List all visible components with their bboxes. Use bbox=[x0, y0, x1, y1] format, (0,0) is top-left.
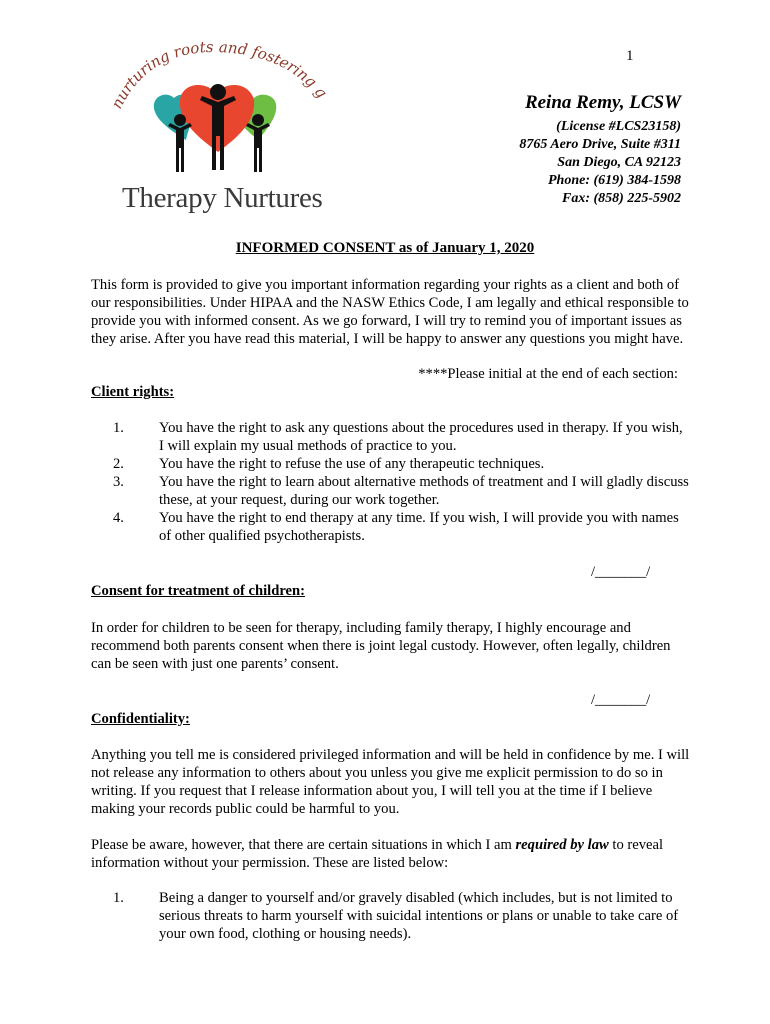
document-title: INFORMED CONSENT as of January 1, 2020 bbox=[235, 240, 535, 256]
list-item bbox=[91, 473, 691, 509]
confidentiality-text-2a: Please be aware, however, that there are certain situations in which I am bbox=[91, 837, 516, 853]
client-rights-heading: Client rights: bbox=[91, 384, 175, 400]
provider-address-line2: San Diego, CA 92123 bbox=[557, 155, 681, 170]
intro-paragraph bbox=[91, 276, 691, 348]
list-item bbox=[91, 419, 691, 455]
list-item-text: You have the right to end therapy at any time. If you wish, I will provide you with names of other qualified psychotherapists. bbox=[159, 510, 679, 544]
list-item-number: 4. bbox=[113, 510, 124, 526]
confidentiality-paragraph-2 bbox=[91, 836, 691, 872]
client-rights-list bbox=[91, 419, 691, 545]
page-number: 1 bbox=[626, 48, 634, 64]
confidentiality-text-2 bbox=[91, 836, 691, 872]
children-heading: Consent for treatment of children: bbox=[91, 583, 306, 599]
provider-block bbox=[519, 92, 681, 208]
list-item-text: You have the right to refuse the use of any therapeutic techniques. bbox=[159, 456, 545, 472]
intro-text: This form is provided to give you important information regarding your rights as a client and both of our responsibilities. Under HIPAA and the NASW Ethics Code, I am legally and ethical responsible to provide you with informed consent. As we go forward, I will try to remind you of important issues as they arise. After you have read this material, I will be happy to answer any questions you might have. bbox=[91, 277, 689, 347]
logo-name: Therapy Nurtures bbox=[122, 182, 323, 214]
initials-blank-children[interactable]: /_______/ bbox=[591, 692, 651, 708]
logo-arc-textpath: nurturing roots and fostering g bbox=[108, 40, 331, 112]
confidentiality-paragraph-1 bbox=[91, 746, 691, 818]
initial-note: ****Please initial at the end of each section: bbox=[418, 366, 678, 382]
provider-address-line1: 8765 Aero Drive, Suite #311 bbox=[519, 137, 681, 152]
list-item-number: 2. bbox=[113, 456, 124, 472]
confidentiality-text-1: Anything you tell me is considered privileged information and will be held in confidence by me. I will not release any information to others about you unless you give me explicit permission to do so in writing. If you request that I release information about you, I will tell you at the time if I believe making your records public could be harmful to you. bbox=[91, 747, 690, 817]
required-by-law-emphasis: required by law bbox=[515, 837, 609, 853]
confidentiality-text-2b: to reveal information without your permission. These are listed below: bbox=[91, 837, 664, 871]
children-text: In order for children to be seen for therapy, including family therapy, I highly encourage and recommend both parents consent when there is joint legal custody. However, often legally, children can be seen with just one parents’ consent. bbox=[91, 620, 671, 672]
provider-name: Reina Remy, LCSW bbox=[524, 92, 681, 113]
children-paragraph bbox=[91, 619, 691, 673]
list-item-number: 1. bbox=[113, 890, 124, 906]
provider-phone: Phone: (619) 384-1598 bbox=[548, 173, 681, 188]
list-item-number: 3. bbox=[113, 474, 124, 490]
list-item-number: 1. bbox=[113, 420, 124, 436]
initials-blank-rights[interactable]: /_______/ bbox=[591, 564, 651, 580]
provider-license: (License #LCS23158) bbox=[556, 119, 681, 134]
list-item-text: You have the right to ask any questions about the procedures used in therapy. If you wish, I will explain my usual methods of practice to you. bbox=[159, 420, 683, 454]
confidentiality-heading: Confidentiality: bbox=[91, 711, 190, 727]
list-item bbox=[91, 889, 691, 943]
list-item-text: Being a danger to yourself and/or gravely disabled (which includes, but is not limited to serious threats to harm yourself with suicidal intentions or plans or unable to take care of your own food, clothing or housing needs). bbox=[159, 890, 679, 942]
practice-logo bbox=[108, 40, 338, 220]
legal-exceptions-list bbox=[91, 889, 691, 943]
list-item bbox=[91, 509, 691, 545]
list-item bbox=[91, 455, 691, 473]
provider-fax: Fax: (858) 225-5902 bbox=[562, 191, 681, 206]
logo-graphic bbox=[108, 40, 338, 190]
list-item-text: You have the right to learn about alternative methods of treatment and I will gladly discuss these, at your request, during our work together. bbox=[159, 474, 689, 508]
